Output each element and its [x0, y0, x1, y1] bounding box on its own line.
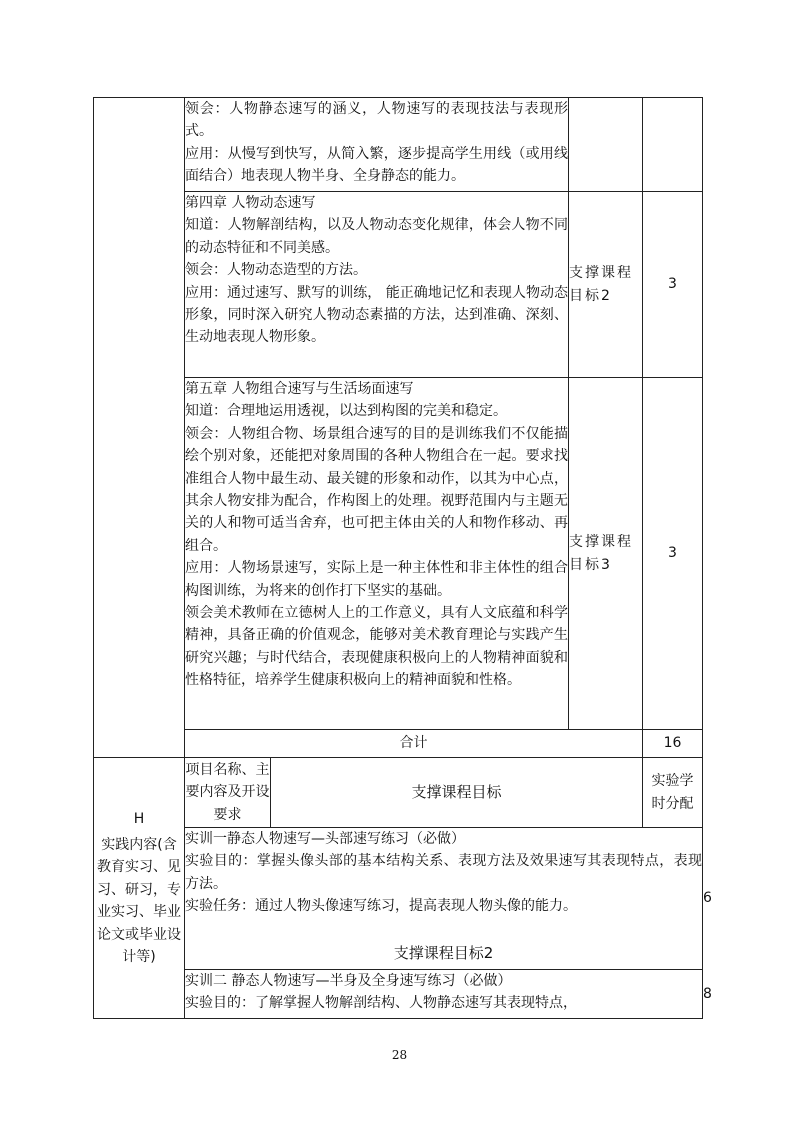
content-line: 知道：人物解剖结构，以及人物动态变化规律，体会人物不同的动态特征和不同美感。 — [185, 217, 568, 256]
content-cell — [185, 970, 703, 1019]
category-cell-empty — [94, 98, 185, 758]
chapter-title: 第四章 人物动态速写 — [185, 195, 316, 211]
content-line: 应用：人物场景速写，实际上是一种主体性和非主体性的组合构图训练，为将来的创作打下坚实的基础。 — [185, 560, 568, 599]
content-line: 实验目的：了解掌握人物解剖结构、人物静态速写其表现特点， — [185, 995, 577, 1012]
practice-title: 实训一静态人物速写—头部速写练习（必做） — [185, 831, 465, 847]
total-value: 16 — [643, 730, 703, 758]
category-code: H — [133, 810, 145, 827]
syllabus-table — [93, 97, 712, 1019]
table-row — [94, 378, 703, 730]
content-line: 实验任务：通过人物头像速写练习，提高表现人物头像的能力。 — [185, 898, 577, 915]
total-label: 合计 — [185, 730, 643, 758]
content-line: 知道：合理地运用透视，以达到构图的完美和稳定。 — [185, 403, 507, 420]
practice-title: 实训二 静态人物速写—半身及全身速写练习（必做） — [185, 973, 512, 989]
content-line: 领会：人物动态造型的方法。 — [185, 262, 367, 279]
table-row: 实训一静态人物速写—头部速写练习（必做） 实验目的：掌握头像头部的基本结构关系、表现方法及效果速写其表现特点，表现方法。 实验任务：通过人物头像速写练习，提高表现人物头像的能力。 支撑课程目标2 6 — [94, 828, 703, 970]
practice-header-row — [94, 758, 703, 828]
support-goal: 支撑课程目标2 — [569, 192, 643, 378]
support-goal: 支撑课程目标2 — [393, 943, 494, 962]
hours-value: 3 — [643, 378, 703, 730]
content-cell — [185, 378, 569, 730]
header-hours: 实验学时分配 — [643, 758, 703, 828]
page-number: 28 — [391, 1048, 408, 1062]
content-line: 领会：人物静态速写的涵义，人物速写的表现技法与表现形式。 — [185, 101, 568, 140]
content-cell — [185, 98, 569, 192]
content-cell — [185, 192, 569, 378]
hours-cell-empty — [643, 98, 703, 192]
header-support: 支撑课程目标 — [271, 758, 643, 828]
content-line: 领会美术教师在立德树人上的工作意义，具有人文底蕴和科学精神，具备正确的价值观念，能够对美术教育理论与实践产生研究兴趣；与时代结合，表现健康积极向上的人物精神面貌和性格特征，培养学生健康积极向上的精神面貌和性格。 — [185, 605, 568, 689]
chapter-title: 第五章 人物组合速写与生活场面速写 — [185, 381, 414, 397]
content-line: 领会：人物组合物、场景组合速写的目的是训练我们不仅能描绘个别对象，还能把对象周围的各种人物组合在一起。要求找准组合人物中最生动、最关键的形象和动作，以其为中心点，其余人物安排为配合，作构图上的处理。视野范围内与主题无关的人和物可适当舍弃，也可把主体由关的人和物作移动、再组合。 — [185, 425, 568, 554]
total-row — [94, 730, 703, 758]
category-cell — [94, 758, 185, 1019]
support-goal: 支撑课程目标3 — [569, 378, 643, 730]
content-cell — [185, 828, 703, 970]
table-row: 实训二 静态人物速写—半身及全身速写练习（必做） 实验目的：了解掌握人物解剖结构、人物静态速写其表现特点， 8 — [94, 970, 703, 1019]
content-line: 实验目的：掌握头像头部的基本结构关系、表现方法及效果速写其表现特点，表现方法。 — [185, 853, 702, 892]
header-project: 项目名称、主要内容及开设要求 — [185, 758, 271, 828]
table-row — [94, 192, 703, 378]
content-line: 应用：通过速写、默写的训练， 能正确地记忆和表现人物动态形象，同时深入研究人物动态素描的方法，达到准确、深刻、生动地表现人物形象。 — [185, 284, 568, 346]
support-cell-empty — [569, 98, 643, 192]
category-label: 实践内容(含教育实习、见习、研习，专业实习、毕业论文或毕业设计等) — [97, 836, 181, 966]
table-row — [94, 98, 703, 192]
hours-value: 3 — [643, 192, 703, 378]
content-line: 应用：从慢写到快写，从简入繁，逐步提高学生用线（或用线面结合）地表现人物半身、全身静态的能力。 — [185, 145, 568, 185]
